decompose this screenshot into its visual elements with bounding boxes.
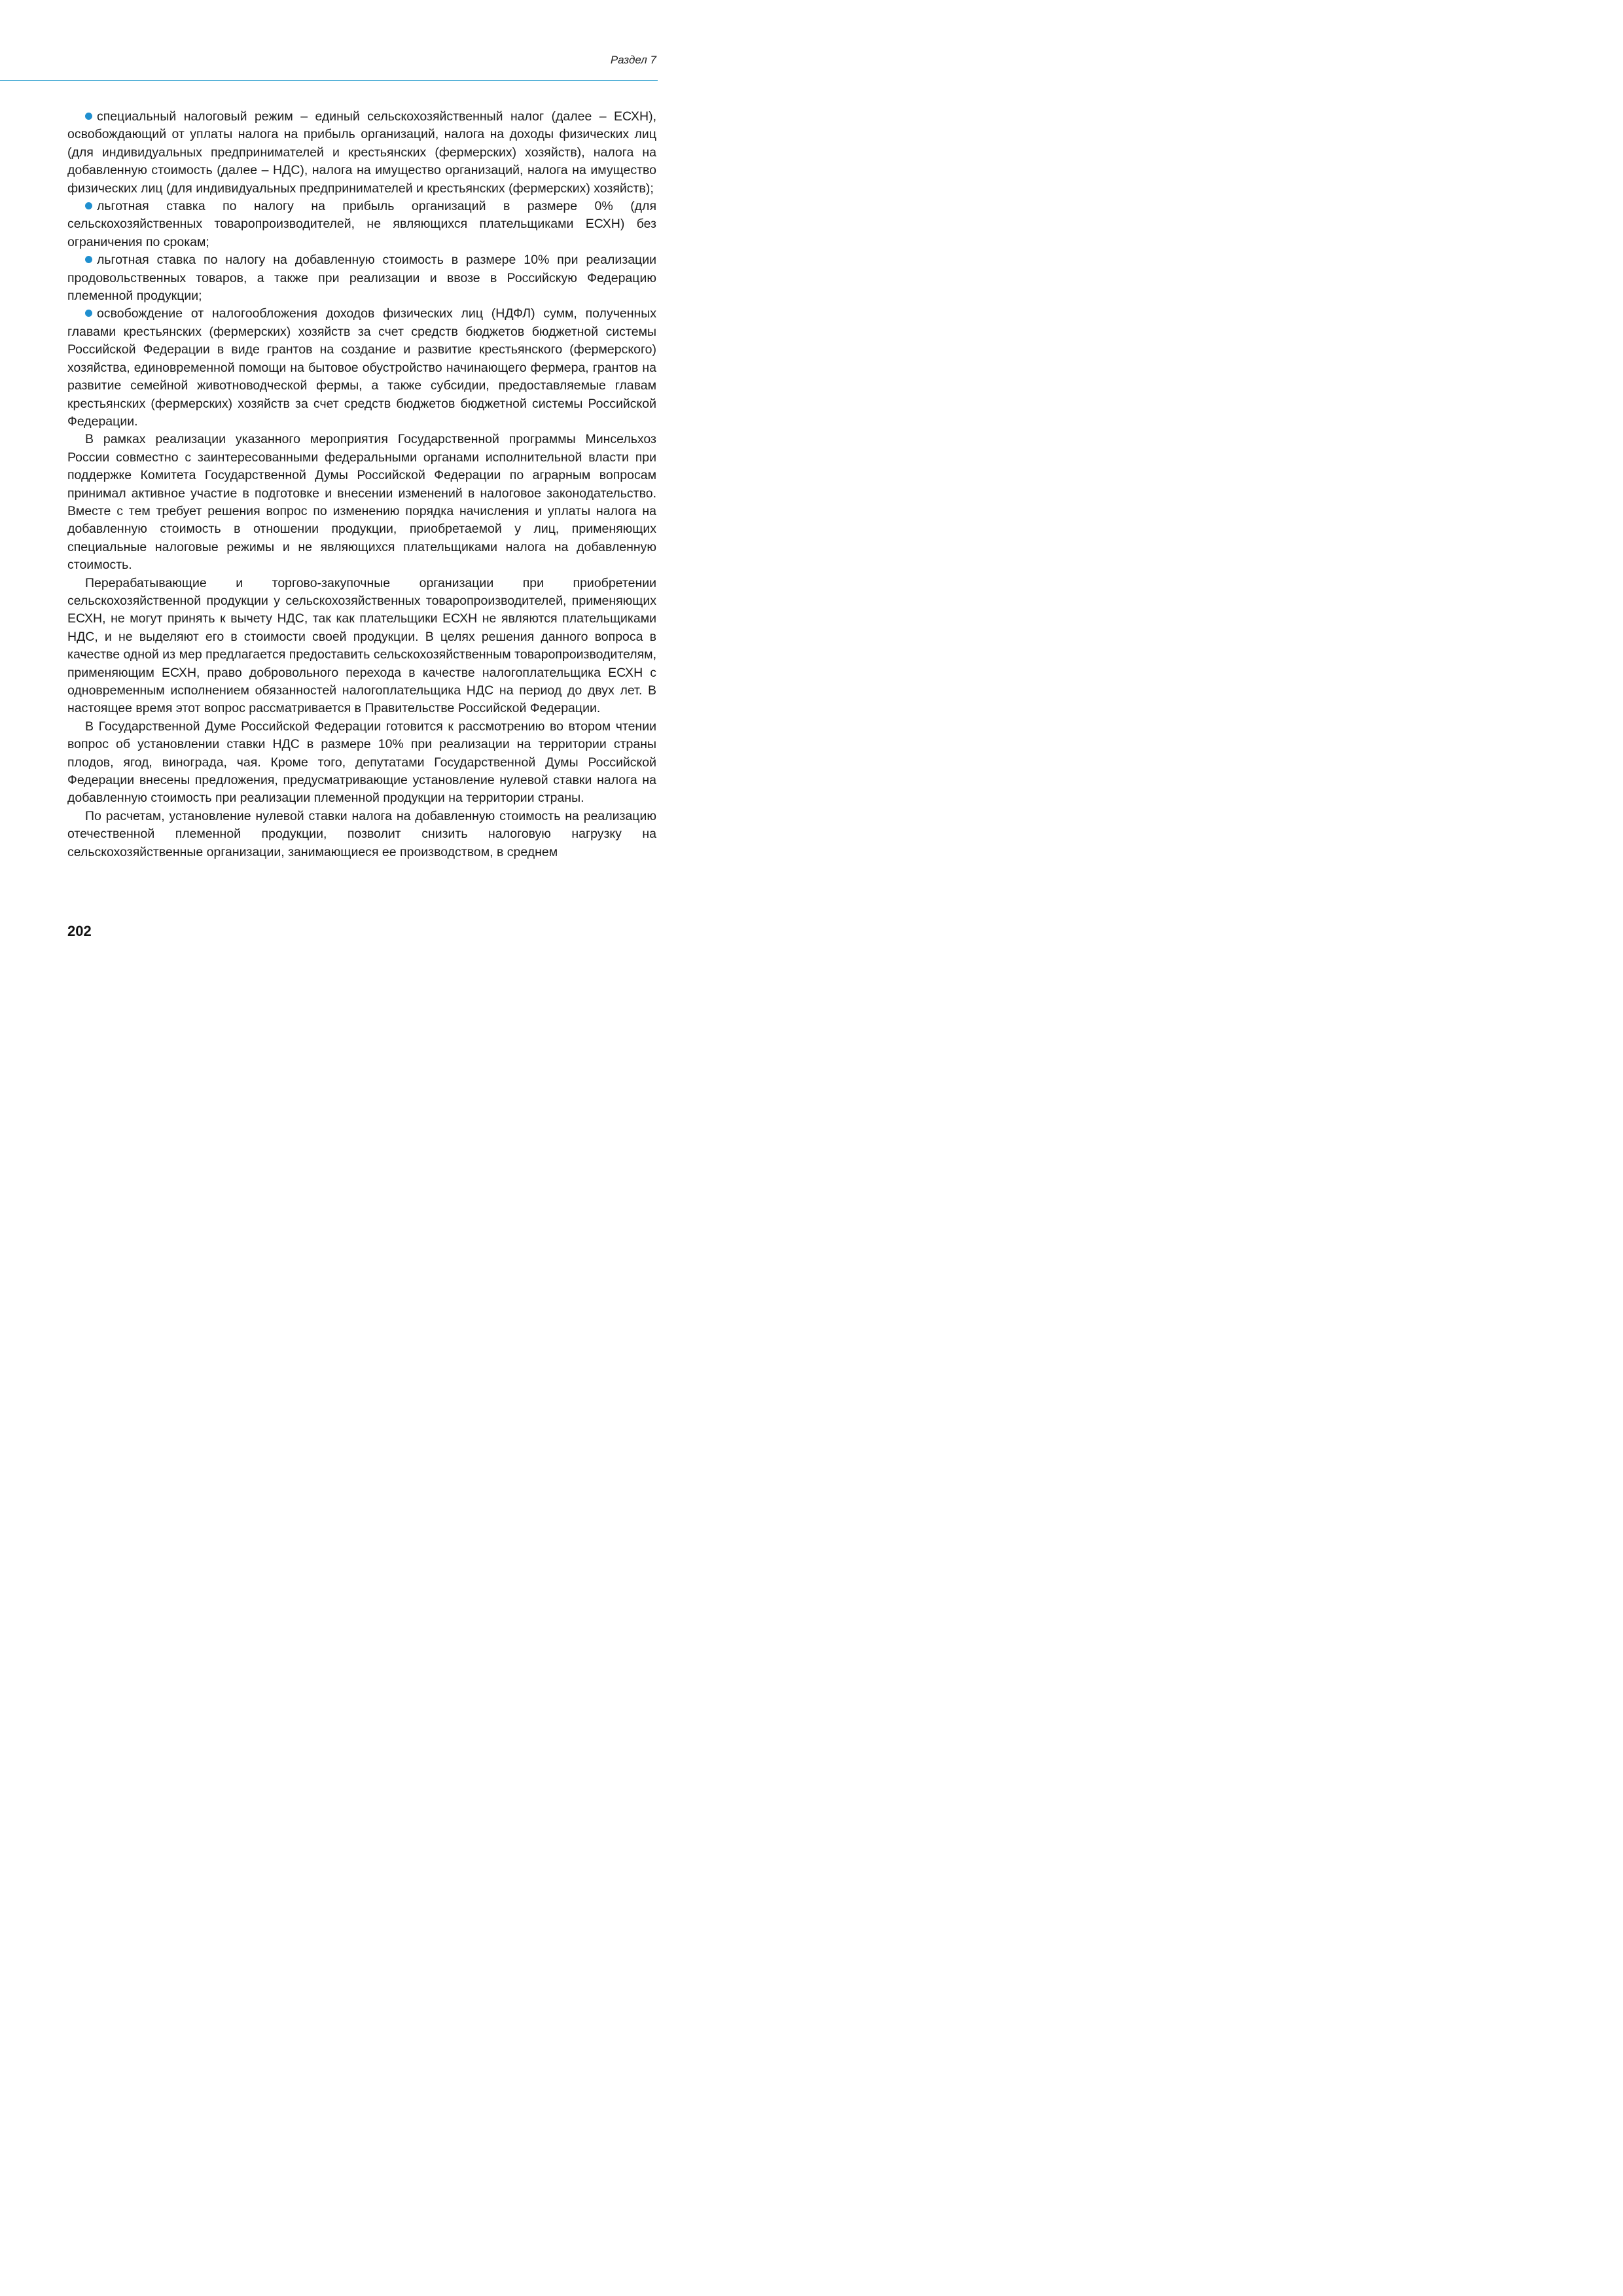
bullet-item bbox=[67, 198, 656, 251]
bullet-text: льготная ставка по налогу на прибыль организаций в размере 0% (для сельскохозяйственных товаропроизводителей, не являющихся плательщиками ЕСХН) без ограничения по срокам; bbox=[67, 199, 656, 249]
page-body bbox=[67, 108, 656, 861]
bullet-text: специальный налоговый режим – единый сельскохозяйственный налог (далее – ЕСХН), освобождающий от уплаты налога на прибыль организаций, налога на доходы физических лиц (для индивидуальных предпринимателей и крестьянских (фермерских) хозяйств), налога на добавленную стоимость (далее – НДС), налога на имущество организаций, налога на имущество физических лиц (для индивидуальных предпринимателей и крестьянских (фермерских) хозяйств); bbox=[67, 109, 656, 196]
body-paragraph: В рамках реализации указанного мероприятия Государственной программы Минсельхоз России совместно с заинтересованными федеральными органами исполнительной власти при поддержке Комитета Государственной Думы Российской Федерации по аграрным вопросам принимал активное участие в подготовке и внесении изменений в налоговое законодательство. Вместе с тем требует решения вопрос по изменению порядка начисления и уплаты налога на добавленную стоимость в отношении продукции, приобретаемой у лиц, применяющих специальные налоговые режимы и не являющихся плательщиками налога на добавленную стоимость. bbox=[67, 432, 656, 573]
header-rule bbox=[0, 80, 658, 81]
bullet-dot-icon bbox=[85, 202, 92, 209]
body-paragraph: По расчетам, установление нулевой ставки налога на добавленную стоимость на реализацию отечественной племенной продукции, позволит снизить налоговую нагрузку на сельскохозяйственные организации, занимающиеся ее производством, в среднем bbox=[67, 808, 656, 859]
bullet-item bbox=[67, 305, 656, 431]
body-paragraph: Перерабатывающие и торгово-закупочные организации при приобретении сельскохозяйственной продукции у сельскохозяйственных товаропроизводителей, применяющих ЕСХН, не могут принять к вычету НДС, так как плательщики ЕСХН не являются плательщиками НДС, и не выделяют его в стоимости своей продукции. В целях решения данного вопроса в качестве одной из мер предлагается предоставить сельскохозяйственным товаропроизводителям, применяющим ЕСХН, право добровольного перехода в качестве налогоплательщика ЕСХН с одновременным исполнением обязанностей налогоплательщика НДС на период до двух лет. В настоящее время этот вопрос рассматривается в Правительстве Российской Федерации. bbox=[67, 575, 656, 716]
body-paragraph: В Государственной Думе Российской Федерации готовится к рассмотрению во втором чтении вопрос об установлении ставки НДС в размере 10% при реализации на территории страны плодов, ягод, винограда, чая. Кроме того, депутатами Государственной Думы Российской Федерации внесены предложения, предусматривающие установление нулевой ставки налога на добавленную стоимость при реализации племенной продукции на территории страны. bbox=[67, 719, 656, 806]
bullet-dot-icon bbox=[85, 256, 92, 263]
bullet-item bbox=[67, 108, 656, 198]
bullet-item bbox=[67, 251, 656, 305]
bullet-text: освобождение от налогообложения доходов физических лиц (НДФЛ) сумм, полученных главами крестьянских (фермерских) хозяйств за счет средств бюджетов бюджетной системы Российской Федерации в виде грантов на создание и развитие крестьянского (фермерского) хозяйства, единовременной помощи на бытовое обустройство начинающего фермера, грантов на развитие семейной животноводческой фермы, а также субсидии, предоставляемые главам крестьянских (фермерских) хозяйств за счет средств бюджетов бюджетной системы Российской Федерации. bbox=[67, 306, 656, 429]
bullet-dot-icon bbox=[85, 113, 92, 120]
bullet-text: льготная ставка по налогу на добавленную стоимость в размере 10% при реализации продовольственных товаров, а также при реализации и ввозе в Российскую Федерацию племенной продукции; bbox=[67, 253, 656, 304]
running-header-section: Раздел 7 bbox=[610, 54, 656, 66]
bullet-dot-icon bbox=[85, 310, 92, 317]
page-number: 202 bbox=[67, 923, 92, 939]
